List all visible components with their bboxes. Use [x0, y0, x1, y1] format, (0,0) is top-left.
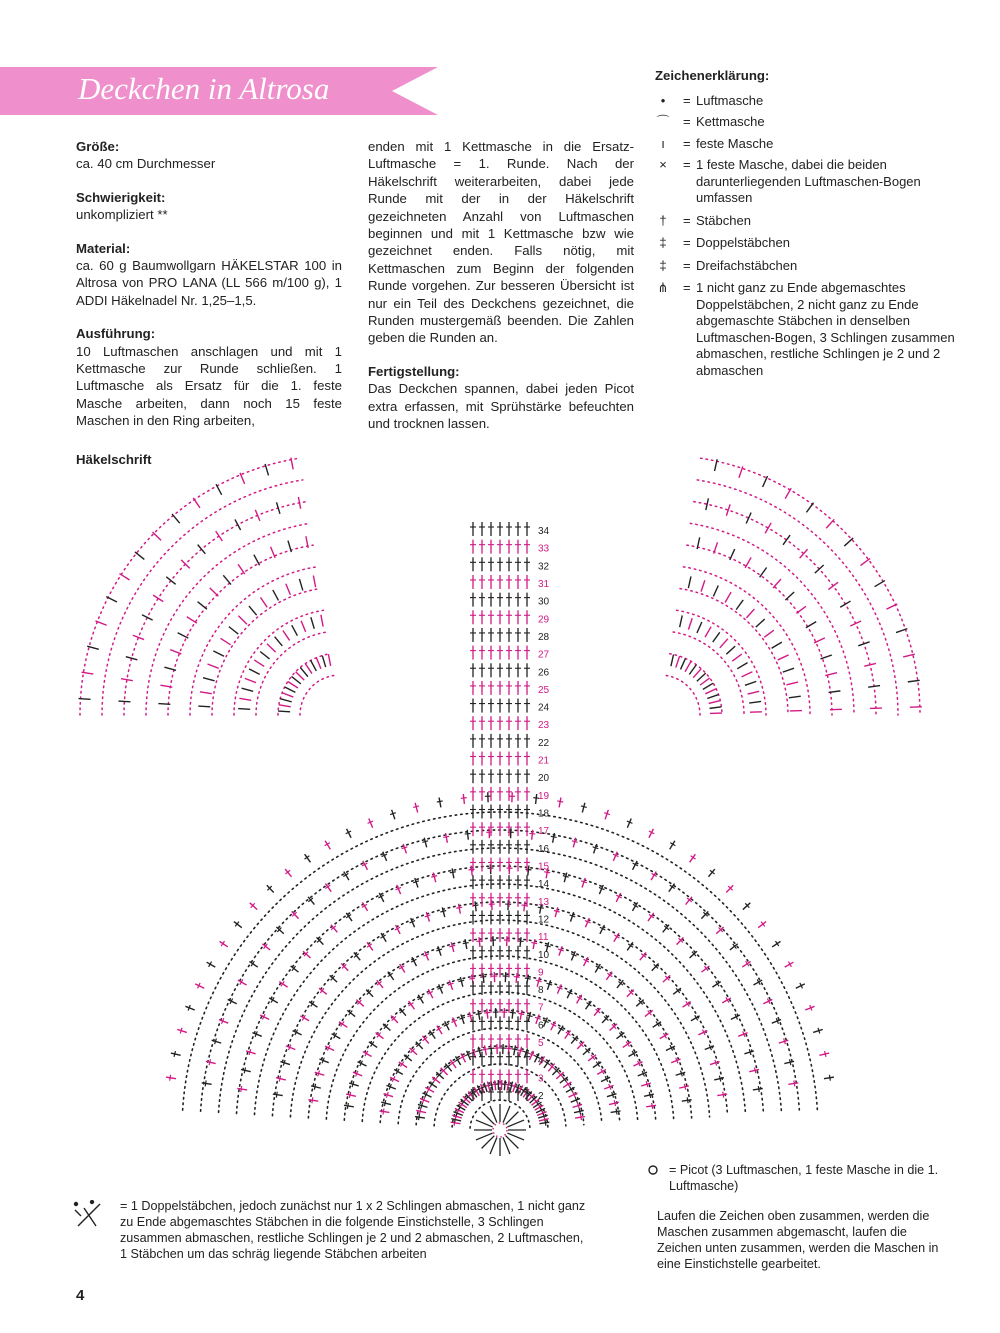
legend-item — [655, 258, 955, 275]
round-number: 7 — [538, 1002, 544, 1014]
picot-note — [645, 1162, 945, 1272]
legend-item-text: Luftmasche — [696, 92, 764, 108]
crossed-stitch-icon — [70, 1200, 110, 1234]
legend-equals: = — [683, 257, 691, 273]
page-title: Deckchen in Altrosa — [78, 71, 330, 106]
ausfuehrung-section — [76, 325, 342, 429]
round-number: 4 — [538, 1055, 544, 1067]
round-number: 3 — [538, 1073, 544, 1085]
picot-item — [645, 1162, 945, 1194]
legend-equals: = — [683, 157, 691, 172]
title-banner — [0, 67, 440, 115]
instructions-column-2 — [368, 138, 634, 449]
dreifachstaebchen-icon: ‡ — [659, 257, 667, 273]
round-number: 32 — [538, 561, 550, 573]
instructions-column-1 — [76, 138, 342, 446]
ausfuehrung-cont-section — [368, 138, 634, 347]
legend-equals: = — [683, 92, 691, 108]
cluster-icon: ⋔ — [657, 280, 669, 295]
round-number: 10 — [538, 949, 550, 961]
round-number: 26 — [538, 667, 550, 679]
legend-item-text: Stäbchen — [696, 212, 751, 228]
ausfuehrung-cont-text: enden mit 1 Kettmasche in die Ersatz-Luftmasche = 1. Runde. Nach der Häkelschrift weiterarbeiten, dabei jede Runde mit der in der Häkelschrift gezeichneten Anzahl von Luftmaschen beginnen und mit 1 Kettmasche bzw wie gezeichnet enden. Falls nötig, mit Kettmaschen zum Beginn der folgenden Runde vorgehen. Zur besseren Übersicht ist nur ein Teil des Deckchens gezeichnet, die Runden mustergemäß beenden. Die Zahlen geben die Runden an. — [368, 139, 634, 346]
legend-equals: = — [683, 114, 691, 129]
fertigstellung-section — [368, 363, 634, 433]
round-number: 18 — [538, 808, 550, 820]
schwierigkeit-section — [76, 189, 342, 224]
crochet-diagram — [40, 455, 970, 1175]
round-number: 5 — [538, 1038, 544, 1050]
groesse-heading: Größe: — [76, 139, 120, 154]
legend-item-text: feste Masche — [696, 135, 774, 151]
picot-text: = Picot (3 Luftmaschen, 1 feste Masche in die 1. Luftmasche) — [669, 1163, 939, 1193]
legend-item — [655, 280, 955, 379]
material-text: ca. 60 g Baumwollgarn HÄKELSTAR 100 in Altrosa von PRO LANA (LL 566 m/100 g), 1 ADDI Häkelnadel Nr. 1,25–1,5. — [76, 258, 342, 308]
material-section — [76, 240, 342, 310]
groesse-text: ca. 40 cm Durchmesser — [76, 156, 216, 172]
legend-item-text: Dreifachstäbchen — [696, 257, 798, 273]
legend-item-text: 1 feste Masche, dabei die beiden darunterliegenden Luftmaschen-Bogen umfassen — [696, 157, 921, 205]
round-number: 21 — [538, 755, 550, 767]
legend-heading: Zeichenerklärung: — [655, 68, 770, 83]
laufen-text: Laufen die Zeichen oben zusammen, werden die Maschen zusammen abgemascht, laufen die Zeichen unten zusammen, werden die Maschen in eine Einstichstelle gearbeitet. — [657, 1209, 939, 1271]
fertigstellung-heading: Fertigstellung: — [368, 363, 460, 379]
round-number: 20 — [538, 773, 550, 785]
round-number: 33 — [538, 543, 550, 555]
material-heading: Material: — [76, 240, 131, 256]
picot-icon — [645, 1162, 663, 1182]
feste-masche-icon: ı — [661, 135, 665, 151]
round-number: 34 — [538, 526, 550, 537]
legend-list — [655, 93, 955, 380]
round-number: 28 — [538, 631, 550, 643]
schwierigkeit-text: unkompliziert ** — [76, 207, 168, 223]
symbol-legend — [655, 68, 955, 384]
round-number: 9 — [538, 967, 544, 979]
round-number: 19 — [538, 790, 550, 802]
legend-item — [655, 235, 955, 252]
round-number: 17 — [538, 826, 550, 838]
legend-item — [655, 114, 955, 131]
legend-equals: = — [683, 280, 691, 295]
round-number: 24 — [538, 702, 550, 714]
round-number: 22 — [538, 737, 550, 749]
ausfuehrung-heading: Ausführung: — [76, 326, 156, 342]
legend-item — [655, 93, 955, 110]
round-number: 25 — [538, 684, 550, 696]
round-number: 30 — [538, 596, 550, 608]
luftmasche-icon: • — [660, 92, 666, 108]
fertigstellung-text: Das Deckchen spannen, dabei jeden Picot extra erfassen, mit Sprühstärke befeuchten und trocknen lassen. — [368, 381, 634, 432]
legend-equals: = — [683, 135, 691, 151]
schwierigkeit-heading: Schwierigkeit: — [76, 189, 166, 205]
groesse-section — [76, 138, 342, 173]
page-number: 4 — [76, 1287, 85, 1304]
ausfuehrung-text: 10 Luftmaschen anschlagen und mit 1 Kettmasche zur Runde schließen. 1 Luftmasche als Ersatz für die 1. feste Masche arbeiten, dann noch 15 feste Maschen in den Ring arbeiten, — [76, 343, 342, 429]
round-number: 15 — [538, 861, 550, 873]
round-number: 27 — [538, 649, 550, 661]
centre-ring — [474, 1104, 526, 1156]
round-number: 6 — [538, 1020, 544, 1032]
diagram-label: Häkelschrift — [76, 452, 152, 467]
staebchen-icon: † — [659, 212, 667, 228]
round-number: 13 — [538, 896, 550, 908]
round-number: 2 — [538, 1091, 544, 1102]
round-number: 14 — [538, 879, 550, 891]
doppelstaebchen-note-text: = 1 Doppelstäbchen, jedoch zunächst nur 1 x 2 Schlingen abmaschen, 1 nicht ganz zu Ende abgemaschtes Stäbchen in die folgende Einstichstelle, 3 Schlingen zusammen abmaschen, restliche Schlingen je 2 und 2 abmaschen, 2 Luftmaschen, 1 Stäbchen um das schräg liegende Stäbchen arbeiten — [120, 1199, 586, 1261]
legend-item — [655, 213, 955, 230]
round-number: 16 — [538, 843, 550, 855]
round-number: 8 — [538, 985, 544, 997]
round-number: 31 — [538, 578, 550, 590]
feste-masche-bogen-icon: × — [659, 157, 667, 172]
kettmasche-icon: ⌒ — [656, 114, 670, 129]
legend-equals: = — [683, 235, 691, 250]
doppelstaebchen-note — [70, 1198, 590, 1262]
legend-equals: = — [683, 212, 691, 228]
round-number: 23 — [538, 720, 550, 732]
legend-item-text: Doppelstäbchen — [696, 235, 790, 250]
legend-item — [655, 136, 955, 153]
round-number: 29 — [538, 614, 550, 626]
legend-item-text: Kettmasche — [696, 114, 765, 129]
legend-item — [655, 157, 955, 207]
doppelstaebchen-icon: ‡ — [659, 235, 667, 250]
fan-wing — [79, 458, 334, 715]
legend-item-text: 1 nicht ganz zu Ende abgemaschtes Doppelstäbchen, 2 nicht ganz zu Ende abgemaschte Stäbchen in denselben Luftmaschen-Bogen, 3 Schlingen zusammen abmaschen, restliche Schlingen je 2 und 2 abmaschen — [696, 280, 955, 378]
fan-wing — [666, 458, 922, 715]
round-number: 11 — [538, 932, 549, 944]
round-number: 12 — [538, 914, 550, 926]
